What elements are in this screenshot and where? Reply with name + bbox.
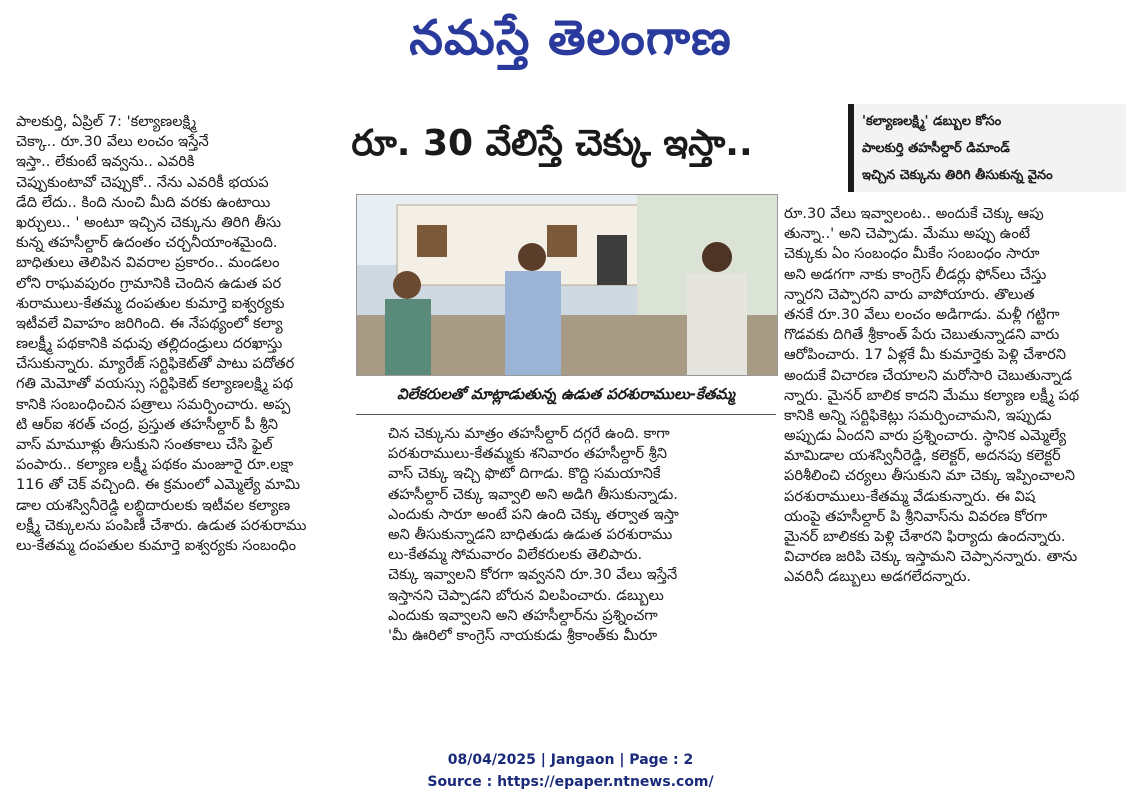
article-text-line: చెక్కుకు ఏం సంబంధం మీకేం సంబంధం సారూ — [784, 245, 1040, 263]
news-photo — [356, 194, 778, 376]
article-text-line: మైనర్ బాలికకు పెళ్లి చేశారని ఫిర్యాదు ఉందన్నారు. — [784, 528, 1066, 545]
news-clipping — [16, 104, 1124, 736]
article-text-line: ఇస్తా.. లేకుంటే ఇవ్వను.. ఎవరికి — [16, 153, 195, 171]
article-text-line: అప్పుడు ఏందని వారు ప్రశ్నించారు. స్థానిక ఎమ్మెల్యే — [784, 427, 1067, 445]
article-text-line: ఎందుకు సారూ అంటే పని ఉంది చెక్కు తర్వాత ఇస్తా — [388, 505, 679, 523]
article-text-line: పరశురాములు-కేతమ్మ వేడుకున్నారు. ఈ విష — [784, 487, 1036, 505]
article-column-1 — [16, 112, 378, 556]
strapline-item: ఇచ్చిన చెక్కును తిరిగి తీసుకున్న వైనం — [862, 168, 1053, 183]
article-text-line: పరశురాములు-కేతమ్మకు శనివారం తహసీల్దార్ శ్రీని — [388, 445, 667, 463]
article-text-line: యంపై తహసీల్దార్ పి శ్రీనివాస్‌ను వివరణ కోరగా — [784, 507, 1048, 525]
article-text-line: న్నారని చెప్పారని వారు వాపోయారు. తొలుత — [784, 285, 1035, 303]
article-text-line: వాస్ చెక్కు ఇచ్చి ఫొటో దిగాడు. కొద్ది సమయానికే — [388, 465, 661, 483]
article-text-line: లోని రాఘవపురం గ్రామానికి చెందిన ఉడుత పర — [16, 274, 282, 292]
article-text-line: ఇస్తానని చెప్పాడని బోరున విలపించారు. డబ్బులు — [388, 586, 664, 604]
article-text-line: లు-కేతమ్మ దంపతుల కుమార్తె ఐశ్వర్యకు సంబంధిం — [16, 536, 297, 554]
article-text-line: తనకే రూ.30 వేలు లంచం అడిగాడు. మళ్లీ గట్టిగా — [784, 305, 1060, 323]
article-strapline-box — [848, 104, 1126, 192]
article-text-line: తహసీల్దార్ చెక్కు ఇవ్వాలి అని అడిగి తీసుకున్నాడు. — [388, 485, 678, 503]
article-text-line: చెప్పుకుంటావో చెప్పుకో.. నేను ఎవరికీ భయప — [16, 173, 269, 191]
article-text-line: చెక్కా.. రూ.30 వేలు లంచం ఇస్తేనే — [16, 133, 209, 151]
news-photo-illustration — [357, 195, 777, 375]
article-text-line: పాలకుర్తి, ఏప్రిల్ 7: 'కల్యాణలక్ష్మి — [16, 113, 197, 130]
strapline-item: పాలకుర్తి తహసీల్దార్ డిమాండ్ — [862, 141, 1010, 156]
article-text-line: 'మీ ఊరిలో కాంగ్రెస్ నాయకుడు శ్రీకాంత్‌కు మీరూ — [388, 626, 658, 644]
article-text-line: ఇటీవలే వివాహం జరిగింది. ఈ నేపథ్యంలో కల్యా — [16, 314, 283, 332]
footer-edition-info: 08/04/2025 | Jangaon | Page : 2 — [447, 752, 694, 768]
article-text-line: శురాములు-కేతమ్మ దంపతుల కుమార్తె ఐశ్వర్యకు — [16, 294, 285, 312]
article-text-line: చేసుకున్నారు. మ్యారేజ్ సర్టిఫికెట్‌తో పాటు పదోతర — [16, 355, 295, 373]
article-text-line: తున్నా..' అని చెప్పాడు. మేము అప్పు ఉంటే — [784, 225, 1031, 243]
article-text-line: చిన చెక్కును మాత్రం తహసీల్దార్ దగ్గరే ఉంది. కాగా — [388, 425, 670, 442]
article-text-line: మామిడాల యశస్వినీరెడ్డి, కలెక్టర్, అదనపు కలెక్టర్ — [784, 447, 1061, 465]
article-text-line: చెక్కు ఇవ్వాలని కోరగా ఇవ్వనని రూ.30 వేలు ఇస్తేనే — [388, 566, 678, 584]
article-text-line: పరిశీలించి చర్యలు తీసుకుని మా చెక్కు ఇప్పించాలని — [784, 467, 1076, 485]
article-text-line: వాస్ మామూళ్లు తీసుకుని సంతకాలు చేసి ఫైల్ — [16, 436, 273, 453]
newspaper-masthead: నమస్తే తెలంగాణ — [409, 10, 732, 66]
article-text-line: కానికి అన్ని సర్టిఫికెట్లు సమర్పించామని, ఇప్పుడు — [784, 406, 1052, 424]
article-text-line: 116 తో చెక్ వచ్చింది. ఈ క్రమంలో ఎమ్మెల్యే మామి — [16, 476, 301, 494]
article-text-line: న్నారు. మైనర్ బాలిక కాదని మేము కల్యాణ లక్ష్మీ పథ — [784, 386, 1080, 404]
footer-source-link: Source : https://epaper.ntnews.com/ — [427, 774, 714, 790]
article-text-line: లక్ష్మీ చెక్కులను పంపిణీ చేశారు. ఉడుత పరశురాము — [16, 516, 307, 534]
article-headline: రూ. 30 వేలిస్తే చెక్కు ఇస్తా.. — [351, 123, 753, 164]
article-text-line: గొడవకు దిగితే శ్రీకాంత్ పేరు చెబుతున్నాడని వారు — [784, 326, 1060, 344]
article-text-line: విచారణ జరిపి చెక్కు ఇస్తామని చెప్పానన్నారు. తాను — [784, 548, 1078, 566]
article-text-line: ఆరోపించారు. 17 ఏళ్లకే మీ కుమార్తెకు పెళ్లి చేశారని — [784, 346, 1067, 364]
article-text-line: కానికి సంబంధించిన పత్రాలు సమర్పించారు. అప్ప — [16, 395, 291, 413]
article-text-line: అందుకే విచారణ చేయాలని మరోసారి చెబుతున్నాడ — [784, 366, 1073, 384]
article-text-line: రూ.30 వేలు ఇవ్వాలంట.. అందుకే చెక్కు ఆపు — [784, 205, 1044, 222]
article-text-line: ణలక్ష్మీ పథకానికి వధువు తల్లిదండ్రులు దరఖాస్తు — [16, 335, 283, 353]
article-text-line: ఎందుకు ఇవ్వాలని అని తహసీల్దార్‌ను ప్రశ్నించగా — [388, 606, 658, 624]
article-text-line: డేది లేదు.. కింది నుంచి మీది వరకు ఉంటాయి — [16, 193, 271, 211]
article-text-line: ఎవరినీ డబ్బులు అడగలేదన్నారు. — [784, 568, 972, 586]
article-column-3 — [784, 204, 1130, 588]
article-text-line: పంపారు.. కల్యాణ లక్ష్మీ పథకం మంజూరై రూ.లక్షా — [16, 456, 294, 474]
article-column-2 — [388, 424, 774, 646]
article-text-line: గతి మెమోతో వయస్సు సర్టిఫికెట్ కల్యాణలక్ష్మి పథ — [16, 375, 294, 393]
strapline-item: 'కల్యాణలక్ష్మి' డబ్బుల కోసం — [862, 114, 1002, 129]
article-text-line: బాధితులు తెలిపిన వివరాల ప్రకారం.. మండలం — [16, 254, 280, 272]
article-text-line: డాల యశస్వినీరెడ్డి లబ్ధిదారులకు ఇటీవల కల్యాణ — [16, 496, 291, 514]
article-text-line: లు-కేతమ్మ సోమవారం విలేకరులకు తెలిపారు. — [388, 546, 643, 564]
article-text-line: అని అడగగా నాకు కాంగ్రెస్ లీడర్లు ఫోన్‌లు చేస్తు — [784, 265, 1047, 283]
article-text-line: కున్న తహసీల్దార్ ఉదంతం చర్చనీయాంశమైంది. — [16, 234, 278, 252]
article-text-line: టి ఆర్‌ఐ శరత్ చంద్ర, ప్రస్తుత తహసీల్దార్ పీ శ్రీని — [16, 415, 278, 433]
photo-caption: విలేకరులతో మాట్లాడుతున్న ఉడుత పరశురాములు-కేతమ్మ — [356, 374, 776, 415]
article-text-line: అని తీసుకున్నాడని బాధితుడు ఉడుత పరశురాము — [388, 525, 673, 543]
article-text-line: ఖర్చులు.. ' అంటూ ఇచ్చిన చెక్కును తిరిగి తీసు — [16, 213, 282, 231]
